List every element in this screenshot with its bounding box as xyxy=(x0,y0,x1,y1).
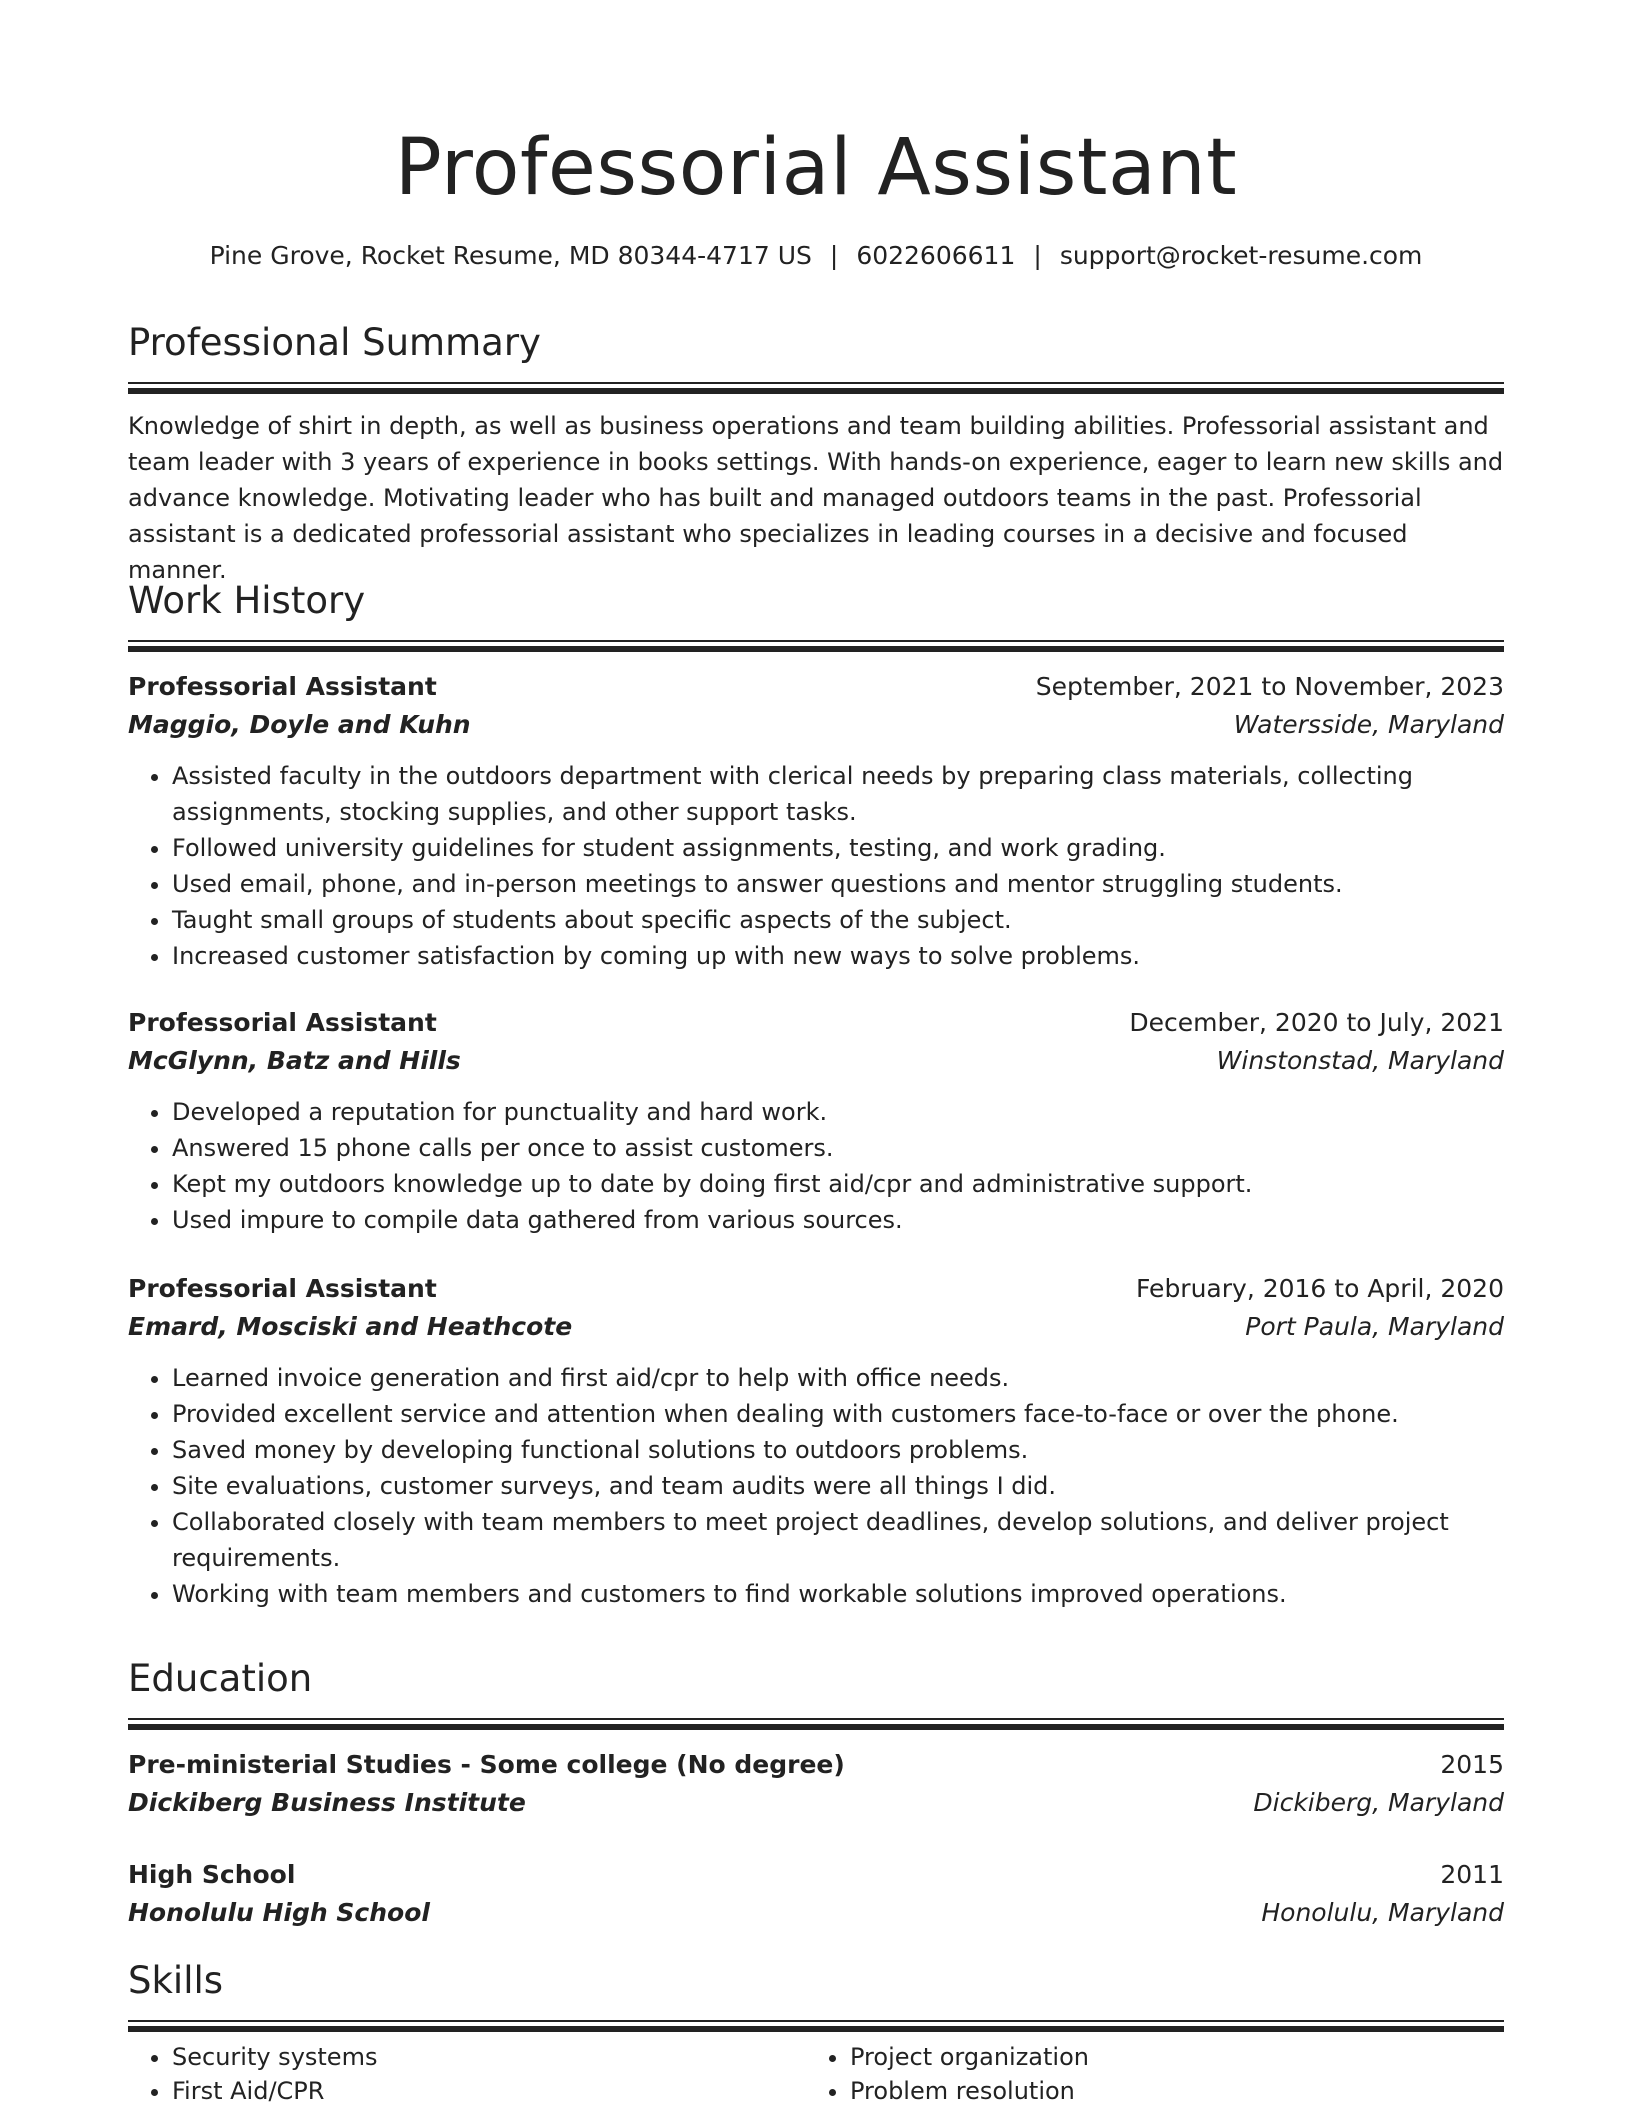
job-bullet: • Followed university guidelines for student assignments, testing, and work grading. xyxy=(172,830,1504,866)
education-year: 2015 xyxy=(1440,1750,1504,1779)
job-company-row xyxy=(128,1308,1504,1346)
job-bullet: • Saved money by developing functional solutions to outdoors problems. xyxy=(172,1432,1504,1468)
job-bullet: • Increased customer satisfaction by coming up with new ways to solve problems. xyxy=(172,938,1504,974)
education-location: Dickiberg, Maryland xyxy=(1253,1788,1504,1817)
skill-item: • Project organization xyxy=(850,2040,1484,2074)
job-bullet: • Learned invoice generation and first aid/cpr to help with office needs. xyxy=(172,1360,1504,1396)
section-divider xyxy=(128,2020,1504,2032)
education-degree: Pre-ministerial Studies - Some college (No degree) xyxy=(128,1750,845,1779)
contact-line xyxy=(128,238,1504,274)
job-entry xyxy=(128,1004,1504,1238)
job-title: Professorial Assistant xyxy=(128,1274,437,1303)
education-school-row xyxy=(128,1894,1504,1932)
job-bullet: • Used impure to compile data gathered from various sources. xyxy=(172,1202,1504,1238)
education-year: 2011 xyxy=(1440,1860,1504,1889)
education-school: Dickiberg Business Institute xyxy=(128,1788,526,1817)
job-bullet: • Assisted faculty in the outdoors department with clerical needs by preparing class materials, collecting assignments, stocking supplies, and other support tasks. xyxy=(172,758,1504,830)
summary-heading: Professional Summary xyxy=(128,321,541,364)
job-dates: September, 2021 to November, 2023 xyxy=(1035,672,1504,701)
job-bullet: • Provided excellent service and attention when dealing with customers face-to-face or over the phone. xyxy=(172,1396,1504,1432)
job-bullet: • Answered 15 phone calls per once to assist customers. xyxy=(172,1130,1504,1166)
job-entry xyxy=(128,668,1504,974)
contact-address: Pine Grove, Rocket Resume, MD 80344-4717 US xyxy=(209,241,812,270)
job-location: Watersside, Maryland xyxy=(1233,710,1504,739)
section-divider xyxy=(128,382,1504,394)
education-location: Honolulu, Maryland xyxy=(1261,1898,1504,1927)
job-bullet: • Site evaluations, customer surveys, and team audits were all things I did. xyxy=(172,1468,1504,1504)
job-company-row xyxy=(128,706,1504,744)
job-company-row xyxy=(128,1042,1504,1080)
section-divider xyxy=(128,640,1504,652)
education-entry xyxy=(128,1746,1504,1822)
skill-item: • Problem resolution xyxy=(850,2074,1484,2108)
contact-separator: | xyxy=(829,241,839,270)
job-bullet: • Developed a reputation for punctuality and hard work. xyxy=(172,1094,1504,1130)
job-company: Emard, Mosciski and Heathcote xyxy=(128,1312,573,1341)
skills-section xyxy=(128,1956,1504,2108)
job-dates: December, 2020 to July, 2021 xyxy=(1129,1008,1504,1037)
education-degree: High School xyxy=(128,1860,296,1889)
education-section xyxy=(128,1654,1504,1932)
job-header-row xyxy=(128,668,1504,706)
job-location: Port Paula, Maryland xyxy=(1245,1312,1504,1341)
candidate-name: Professorial Assistant xyxy=(394,123,1238,213)
job-bullet: • Taught small groups of students about specific aspects of the subject. xyxy=(172,902,1504,938)
job-entry xyxy=(128,1270,1504,1612)
contact-email: support@rocket-resume.com xyxy=(1059,241,1423,270)
section-divider xyxy=(128,1718,1504,1730)
skills-column-right xyxy=(806,2040,1484,2108)
contact-separator: | xyxy=(1033,241,1042,270)
job-bullets xyxy=(128,1094,1504,1238)
contact-phone: 6022606611 xyxy=(856,241,1016,270)
skill-item: • Security systems xyxy=(172,2040,806,2074)
education-header-row xyxy=(128,1746,1504,1784)
education-heading: Education xyxy=(128,1657,313,1700)
education-entry xyxy=(128,1856,1504,1932)
skills-column-left xyxy=(128,2040,806,2108)
job-dates: February, 2016 to April, 2020 xyxy=(1136,1274,1504,1303)
education-header-row xyxy=(128,1856,1504,1894)
job-bullets xyxy=(128,758,1504,974)
job-location: Winstonstad, Maryland xyxy=(1216,1046,1504,1075)
job-bullets xyxy=(128,1360,1504,1612)
summary-section xyxy=(128,318,1504,588)
work-history-section xyxy=(128,576,1504,1612)
job-header-row xyxy=(128,1004,1504,1042)
job-bullet: • Kept my outdoors knowledge up to date by doing first aid/cpr and administrative support. xyxy=(172,1166,1504,1202)
job-bullet: • Working with team members and customers to find workable solutions improved operations. xyxy=(172,1576,1504,1612)
skills-list xyxy=(128,2040,1504,2108)
job-company: Maggio, Doyle and Kuhn xyxy=(128,710,471,739)
skill-item: • First Aid/CPR xyxy=(172,2074,806,2108)
job-header-row xyxy=(128,1270,1504,1308)
work-history-heading: Work History xyxy=(128,579,366,622)
skills-heading: Skills xyxy=(128,1959,224,2002)
job-bullet: • Used email, phone, and in-person meetings to answer questions and mentor struggling students. xyxy=(172,866,1504,902)
job-title: Professorial Assistant xyxy=(128,672,437,701)
job-company: McGlynn, Batz and Hills xyxy=(128,1046,461,1075)
job-bullet: • Collaborated closely with team members to meet project deadlines, develop solutions, and deliver project requirements. xyxy=(172,1504,1504,1576)
education-school-row xyxy=(128,1784,1504,1822)
summary-text: Knowledge of shirt in depth, as well as business operations and team building abilities. Professorial assistant and team leader with 3 years of experience in books settings. With hands-on experience, eager to learn new skills and advance knowledge. Motivating leader who has built and managed outdoors teams in the past. Professorial assistant is a dedicated professorial assistant who specializes in leading courses in a decisive and focused manner. xyxy=(128,412,1504,584)
education-school: Honolulu High School xyxy=(128,1898,430,1927)
job-title: Professorial Assistant xyxy=(128,1008,437,1037)
